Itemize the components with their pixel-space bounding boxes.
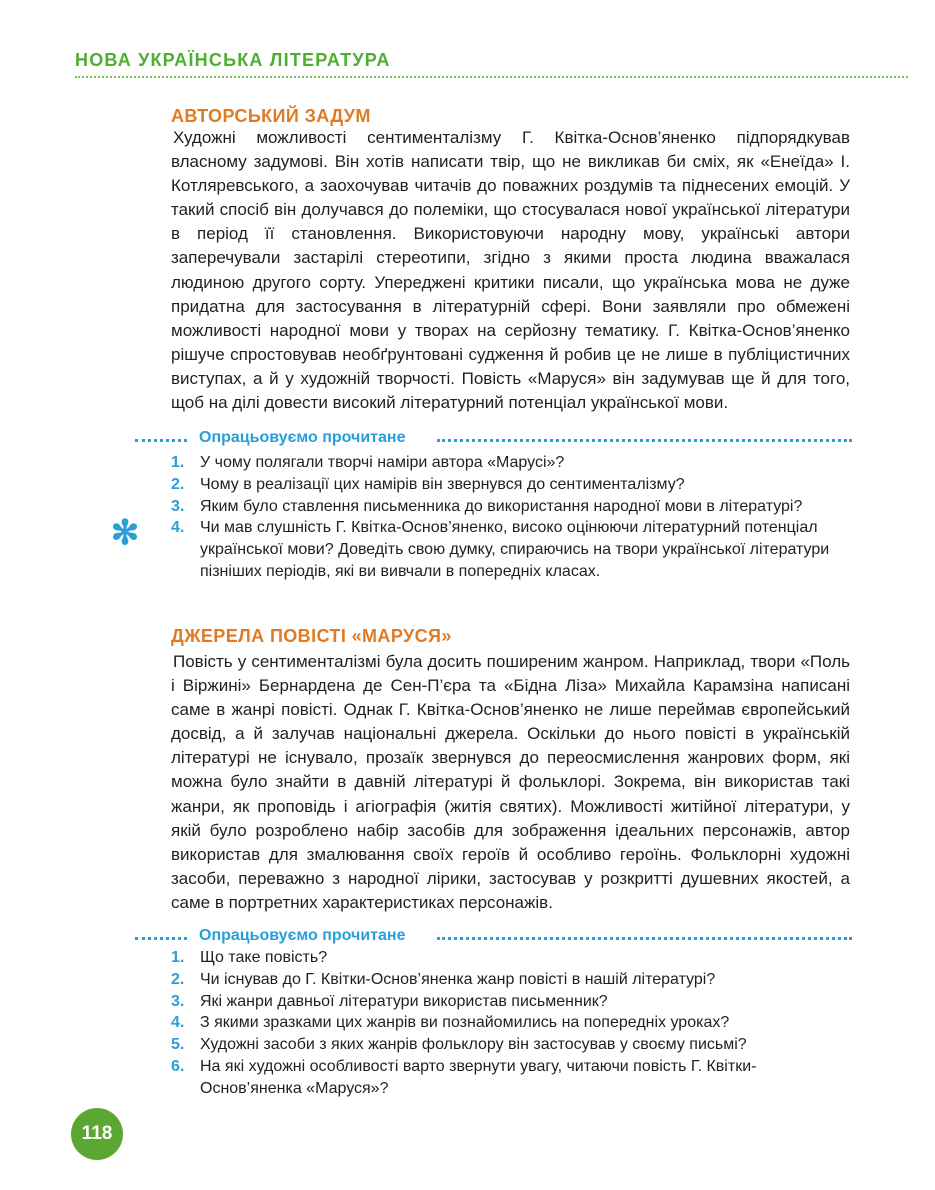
dotted-rule-left <box>135 439 187 442</box>
page-number-badge: 118 <box>71 1108 123 1160</box>
question-number: 4. <box>171 1014 185 1032</box>
question-number: 6. <box>171 1057 185 1075</box>
dotted-rule-left <box>135 937 187 940</box>
question-text: Чи існував до Г. Квітки-Основ’яненка жанр повісті в нашій літературі? <box>200 970 716 988</box>
question-text: Що таке повість? <box>200 949 328 966</box>
list-item <box>171 1056 852 1100</box>
review-heading-1 <box>135 429 852 449</box>
list-item <box>171 969 852 991</box>
question-text: Чому в реалізації цих намірів він звернувся до сентименталізму? <box>200 475 685 493</box>
list-item <box>171 947 852 969</box>
question-text: Які жанри давньої літератури використав письменник? <box>200 992 608 1010</box>
list-item <box>171 1012 852 1034</box>
review-label: Опрацьовуємо прочитане <box>199 927 406 944</box>
question-text: На які художні особливості варто звернути увагу, читаючи повість Г. Квітки-Основ’яненка «Маруся»? <box>200 1057 757 1097</box>
question-number: 2. <box>171 475 185 493</box>
question-number: 1. <box>171 949 185 966</box>
list-item <box>171 991 852 1013</box>
question-number: 4. <box>171 519 185 537</box>
list-item <box>171 517 852 582</box>
section-paragraph-sources: Повість у сентименталізмі була досить поширеним жанром. Наприклад, твори «Поль і Віржині» Бернардена де Сен-П’єра та «Бідна Ліза» Михайла Карамзіна написані саме в жанрі повісті. Однак Г. Квітка-Основ’яненко не лише переймав європейський досвід, а й залучав національні джерела. Оскільки до нього повісті в українській літературі не існувало, прозаїк звернувся до переосмислення жанрових форм, які можна було знайти в давній літературі й фольклорі. Зокрема, він використав такі жанри, як проповідь і агіографія (житія святих). Можливості житійної літератури, у якій було розроблено набір засобів для зображення ідеальних персонажів, автор використав для змалювання своїх героїв й особливо героїнь. Фольклорні художні засоби, переважно з народної лірики, застосував у розкритті душевних якостей, а саме в портретних характеристиках персонажів. <box>171 652 850 912</box>
review-label: Опрацьовуємо прочитане <box>199 429 406 446</box>
question-text: Художні засоби з яких жанрів фольклору він застосував у своєму письмі? <box>200 1036 747 1054</box>
question-text: З якими зразками цих жанрів ви познайомились на попередніх уроках? <box>200 1014 730 1032</box>
section-title-author-intent: АВТОРСЬКИЙ ЗАДУМ <box>171 106 371 126</box>
running-title: НОВА УКРАЇНСЬКА ЛІТЕРАТУРА <box>75 50 391 70</box>
dotted-rule-right <box>437 937 852 940</box>
question-number: 2. <box>171 970 185 988</box>
question-number: 1. <box>171 454 185 471</box>
question-text: Чи мав слушність Г. Квітка-Основ’яненко, високо оцінюючи літературний потенціал української мови? Доведіть свою думку, спираючись на твори української літератури пізніших періодів, які ви вивчали в попередніх класах. <box>200 519 830 580</box>
question-text: Яким було ставлення письменника до використання народної мови в літературі? <box>200 497 803 515</box>
list-item <box>171 496 852 518</box>
question-list-1 <box>171 452 852 583</box>
question-number: 3. <box>171 497 185 515</box>
dotted-rule-right <box>437 439 852 442</box>
question-number: 3. <box>171 992 185 1010</box>
question-text: У чому полягали творчі наміри автора «Марусі»? <box>200 454 565 471</box>
list-item <box>171 452 852 474</box>
section-paragraph-author-intent: Художні можливості сентименталізму Г. Квітка-Основ’яненко підпорядкував власному задумові. Він хотів написати твір, що не викликав би сміх, як «Енеїда» І. Котляревського, а заохочував читачів до поважних роздумів та піднесених емоцій. У такий спосіб він долучався до полеміки, що стосувалася нової української літератури в період її становлення. Використовуючи народну мову, українські автори заперечували застарілі стереотипи, згідно з якими проста людина вважалася людиною другого сорту. Упереджені критики писали, що українська мова не дуже придатна для застосування в літературній сфері. Вони заявляли про обмежені можливості народної мови у творах на серйозну тематику. Г. Квітка-Основ’яненко рішуче спростовував необґрунтовані судження й робив це не лише в публіцистичних виступах, а й у художній творчості. Повість «Маруся» він задумував ще й для того, щоб на ділі довести високий літературний потенціал української мови. <box>171 128 850 413</box>
list-item <box>171 474 852 496</box>
question-list-2 <box>171 947 852 1100</box>
asterisk-icon: ✻ <box>110 514 140 552</box>
list-item <box>171 1034 852 1056</box>
header-dotted-rule <box>75 76 908 78</box>
question-number: 5. <box>171 1036 185 1054</box>
review-heading-2 <box>135 927 852 947</box>
section-title-sources: ДЖЕРЕЛА ПОВІСТІ «МАРУСЯ» <box>171 626 452 646</box>
